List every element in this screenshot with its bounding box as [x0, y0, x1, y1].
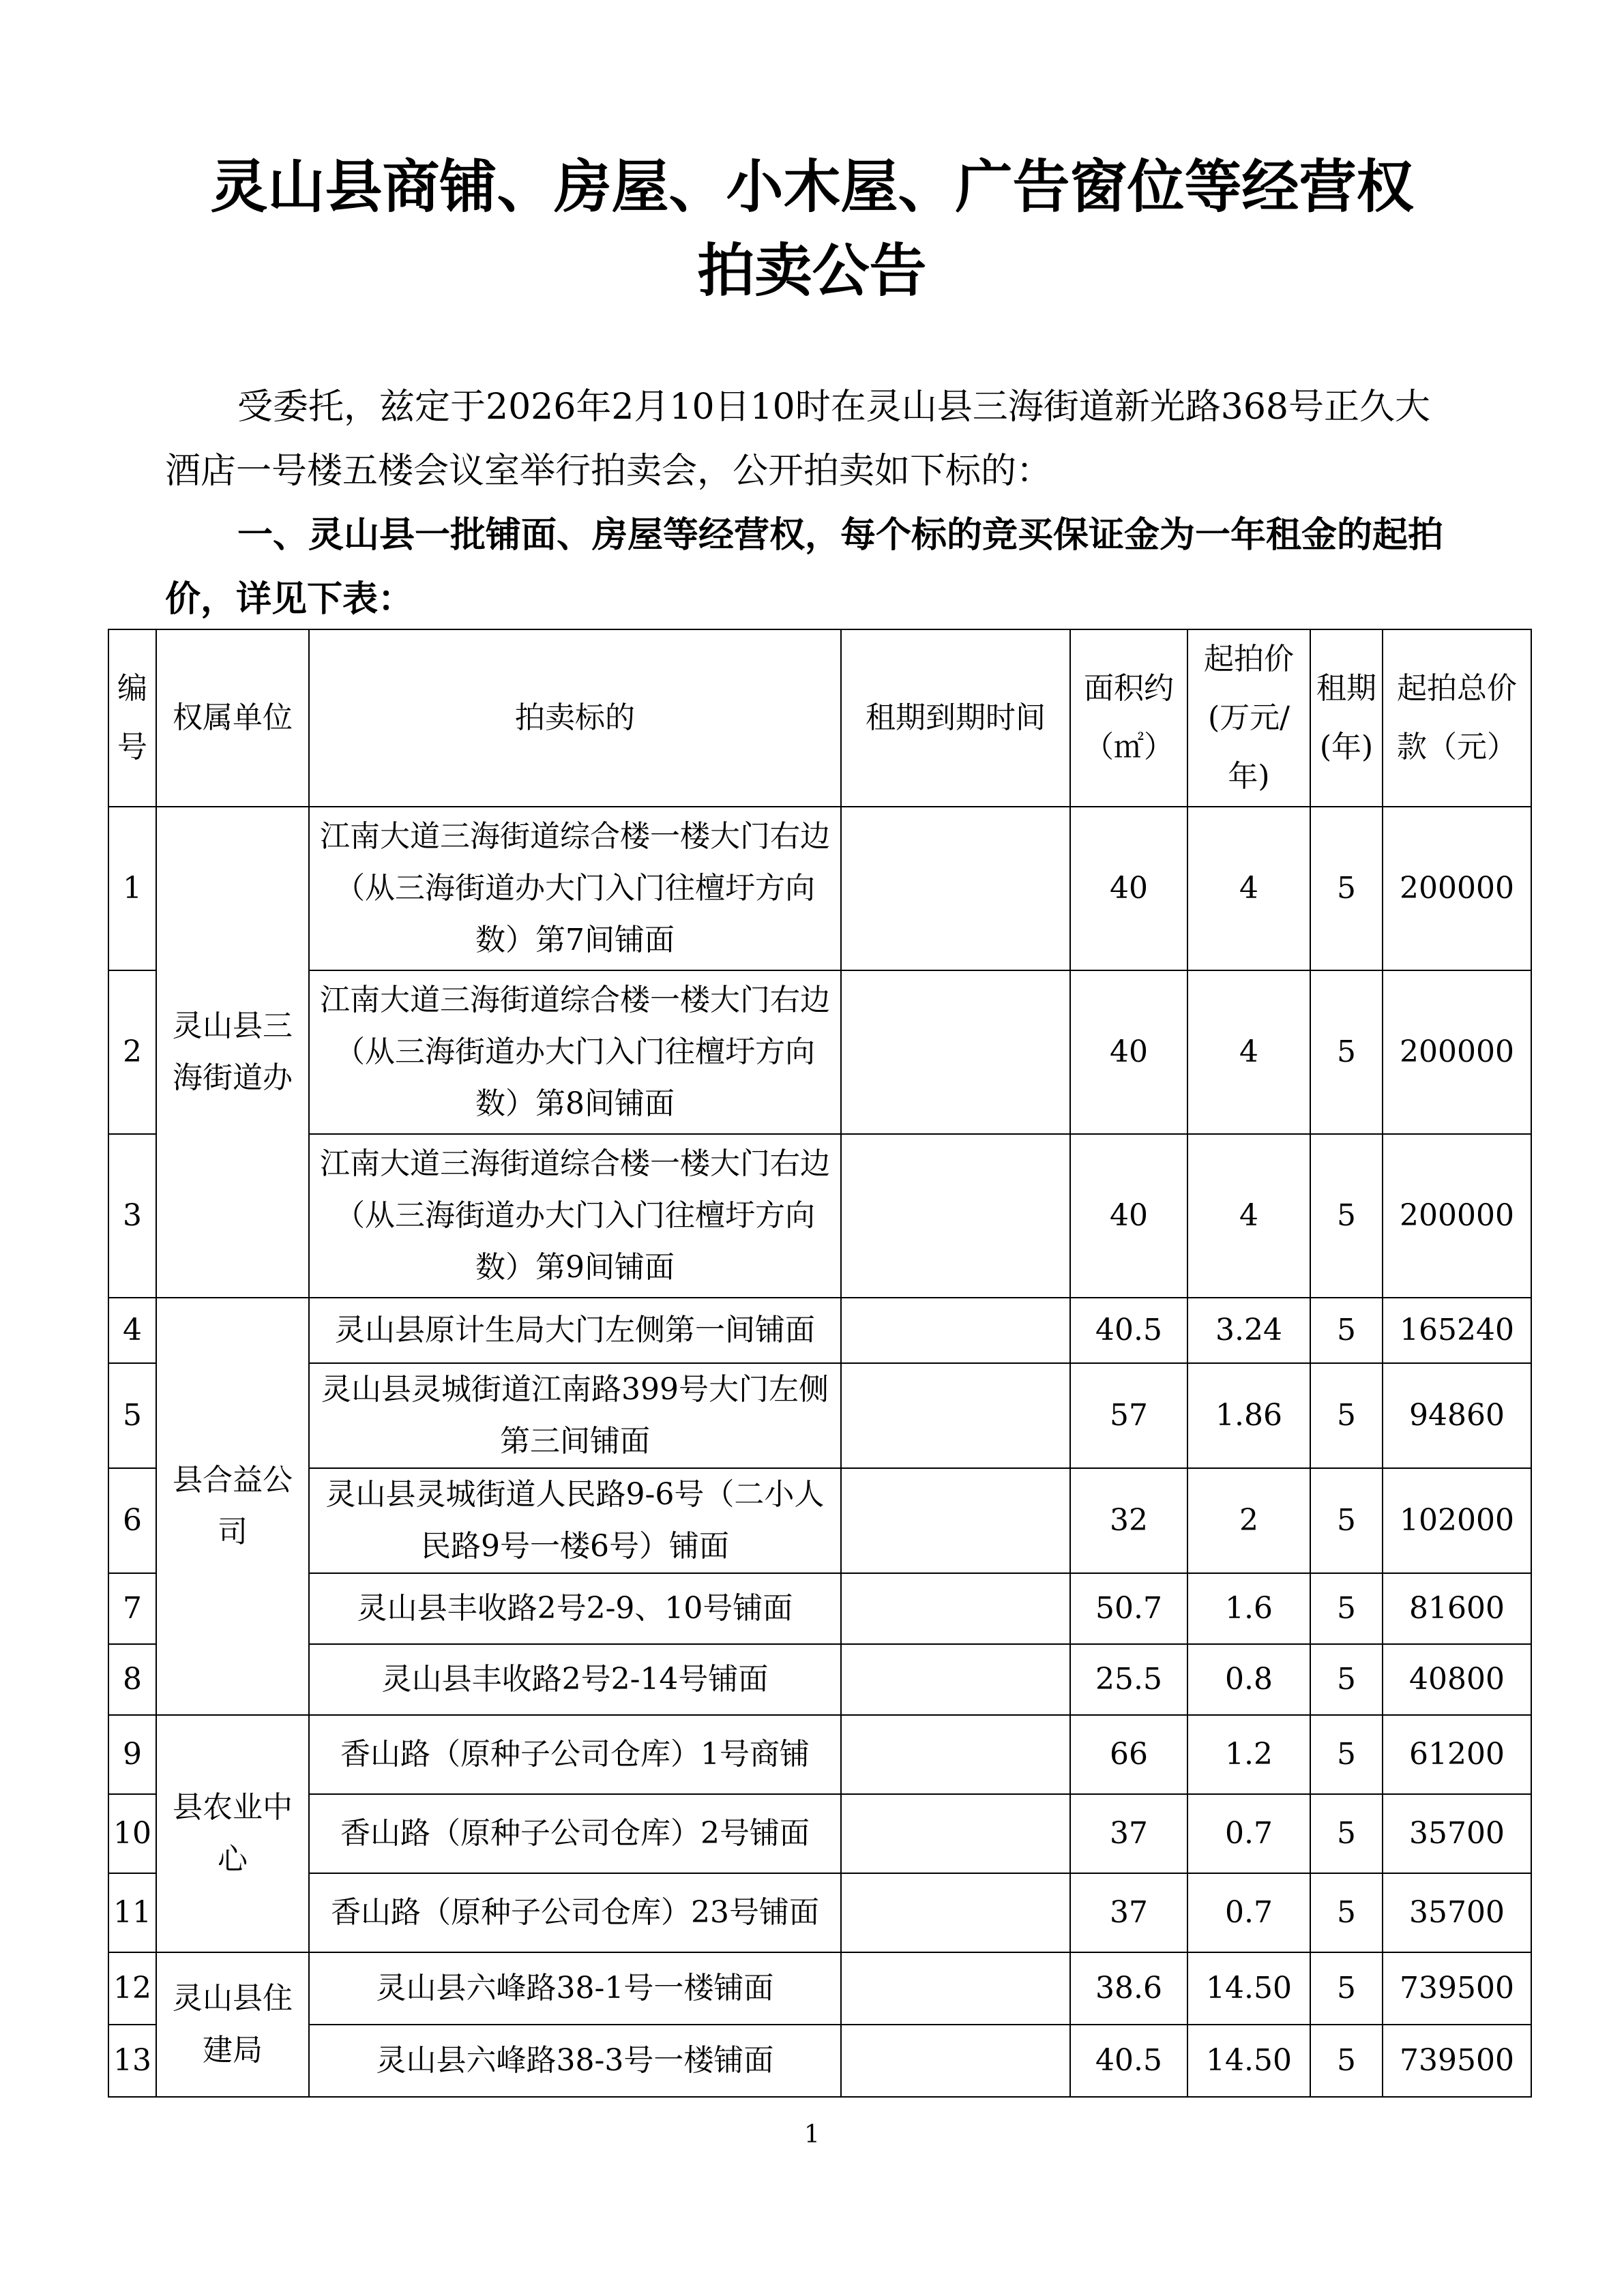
cell-target: 江南大道三海街道综合楼一楼大门右边（从三海街道办大门入门往檀圩方向数）第9间铺面 [309, 1134, 841, 1298]
header-price: 起拍价(万元/年) [1187, 629, 1310, 807]
cell-due [841, 1644, 1070, 1715]
cell-target: 香山路（原种子公司仓库）23号铺面 [309, 1873, 841, 1952]
table-row [108, 1644, 1531, 1715]
cell-target: 灵山县原计生局大门左侧第一间铺面 [309, 1298, 841, 1363]
cell-price: 4 [1187, 970, 1310, 1134]
table-row [108, 1794, 1531, 1873]
cell-area: 37 [1070, 1873, 1187, 1952]
header-total: 起拍总价款（元） [1383, 629, 1531, 807]
cell-area: 38.6 [1070, 1952, 1187, 2025]
page-number: 1 [804, 2121, 820, 2149]
cell-years: 5 [1310, 1363, 1383, 1468]
cell-due [841, 1363, 1070, 1468]
cell-years: 5 [1310, 1715, 1383, 1794]
cell-area: 50.7 [1070, 1573, 1187, 1644]
cell-owner: 县合益公司 [156, 1298, 309, 1715]
cell-owner: 县农业中心 [156, 1715, 309, 1952]
cell-total: 35700 [1383, 1794, 1531, 1873]
header-no: 编号 [108, 629, 156, 807]
cell-price: 1.86 [1187, 1363, 1310, 1468]
cell-total: 61200 [1383, 1715, 1531, 1794]
cell-price: 2 [1187, 1468, 1310, 1573]
cell-no: 3 [108, 1134, 156, 1298]
cell-years: 5 [1310, 1134, 1383, 1298]
intro-paragraph: 受委托，兹定于2026年2月10日10时在灵山县三海街道新光路368号正久大酒店一号楼五楼会议室举行拍卖会，公开拍卖如下标的： [165, 387, 1431, 492]
cell-years: 5 [1310, 1298, 1383, 1363]
cell-price: 14.50 [1187, 1952, 1310, 2025]
header-owner: 权属单位 [156, 629, 309, 807]
cell-no: 2 [108, 970, 156, 1134]
cell-target: 江南大道三海街道综合楼一楼大门右边（从三海街道办大门入门往檀圩方向数）第7间铺面 [309, 807, 841, 970]
cell-no: 8 [108, 1644, 156, 1715]
page-title-line2: 拍卖公告 [697, 237, 927, 304]
table-row [108, 1363, 1531, 1468]
cell-area: 40 [1070, 1134, 1187, 1298]
table-row [108, 2025, 1531, 2097]
table-row [108, 1298, 1531, 1363]
header-years: 租期(年) [1310, 629, 1383, 807]
cell-due [841, 2025, 1070, 2097]
cell-no: 10 [108, 1794, 156, 1873]
cell-price: 3.24 [1187, 1298, 1310, 1363]
cell-price: 4 [1187, 1134, 1310, 1298]
cell-total: 165240 [1383, 1298, 1531, 1363]
cell-total: 40800 [1383, 1644, 1531, 1715]
table-row [108, 807, 1531, 970]
cell-due [841, 1573, 1070, 1644]
section-heading: 一、灵山县一批铺面、房屋等经营权，每个标的竞买保证金为一年租金的起拍价，详见下表： [165, 515, 1444, 620]
cell-years: 5 [1310, 1644, 1383, 1715]
cell-target: 灵山县六峰路38-1号一楼铺面 [309, 1952, 841, 2025]
cell-area: 37 [1070, 1794, 1187, 1873]
table-row [108, 1573, 1531, 1644]
table-row [108, 1715, 1531, 1794]
cell-area: 40.5 [1070, 1298, 1187, 1363]
cell-total: 200000 [1383, 807, 1531, 970]
cell-area: 40 [1070, 970, 1187, 1134]
cell-years: 5 [1310, 1573, 1383, 1644]
table-row [108, 1134, 1531, 1298]
cell-due [841, 970, 1070, 1134]
cell-no: 12 [108, 1952, 156, 2025]
table-row [108, 1468, 1531, 1573]
cell-years: 5 [1310, 2025, 1383, 2097]
cell-no: 1 [108, 807, 156, 970]
table-row [108, 970, 1531, 1134]
cell-due [841, 1134, 1070, 1298]
cell-area: 57 [1070, 1363, 1187, 1468]
cell-owner: 灵山县住建局 [156, 1952, 309, 2097]
cell-price: 0.7 [1187, 1794, 1310, 1873]
cell-due [841, 1794, 1070, 1873]
cell-price: 1.6 [1187, 1573, 1310, 1644]
header-target: 拍卖标的 [309, 629, 841, 807]
cell-target: 灵山县丰收路2号2-9、10号铺面 [309, 1573, 841, 1644]
cell-price: 0.8 [1187, 1644, 1310, 1715]
cell-area: 32 [1070, 1468, 1187, 1573]
cell-due [841, 807, 1070, 970]
cell-due [841, 1298, 1070, 1363]
cell-target: 江南大道三海街道综合楼一楼大门右边（从三海街道办大门入门往檀圩方向数）第8间铺面 [309, 970, 841, 1134]
table-row [108, 1873, 1531, 1952]
header-area: 面积约（㎡） [1070, 629, 1187, 807]
cell-target: 灵山县灵城街道人民路9-6号（二小人民路9号一楼6号）铺面 [309, 1468, 841, 1573]
cell-target: 香山路（原种子公司仓库）2号铺面 [309, 1794, 841, 1873]
cell-target: 灵山县丰收路2号2-14号铺面 [309, 1644, 841, 1715]
cell-area: 66 [1070, 1715, 1187, 1794]
cell-no: 4 [108, 1298, 156, 1363]
cell-price: 14.50 [1187, 2025, 1310, 2097]
cell-due [841, 1715, 1070, 1794]
table-header-row [108, 629, 1531, 807]
cell-due [841, 1468, 1070, 1573]
cell-total: 35700 [1383, 1873, 1531, 1952]
cell-price: 0.7 [1187, 1873, 1310, 1952]
cell-area: 40 [1070, 807, 1187, 970]
cell-total: 739500 [1383, 2025, 1531, 2097]
cell-no: 9 [108, 1715, 156, 1794]
table-row [108, 1952, 1531, 2025]
auction-table [108, 629, 1532, 2098]
cell-years: 5 [1310, 807, 1383, 970]
cell-years: 5 [1310, 1952, 1383, 2025]
cell-owner: 灵山县三海街道办 [156, 807, 309, 1298]
cell-no: 7 [108, 1573, 156, 1644]
cell-total: 739500 [1383, 1952, 1531, 2025]
cell-no: 13 [108, 2025, 156, 2097]
cell-total: 94860 [1383, 1363, 1531, 1468]
cell-no: 6 [108, 1468, 156, 1573]
cell-total: 102000 [1383, 1468, 1531, 1573]
cell-due [841, 1952, 1070, 2025]
cell-target: 灵山县灵城街道江南路399号大门左侧第三间铺面 [309, 1363, 841, 1468]
cell-years: 5 [1310, 970, 1383, 1134]
cell-target: 灵山县六峰路38-3号一楼铺面 [309, 2025, 841, 2097]
cell-price: 4 [1187, 807, 1310, 970]
cell-target: 香山路（原种子公司仓库）1号商铺 [309, 1715, 841, 1794]
page-title-line1: 灵山县商铺、房屋、小木屋、广告窗位等经营权 [210, 153, 1414, 220]
cell-area: 40.5 [1070, 2025, 1187, 2097]
cell-no: 5 [108, 1363, 156, 1468]
cell-years: 5 [1310, 1794, 1383, 1873]
cell-due [841, 1873, 1070, 1952]
header-due: 租期到期时间 [841, 629, 1070, 807]
cell-total: 200000 [1383, 970, 1531, 1134]
cell-years: 5 [1310, 1873, 1383, 1952]
cell-no: 11 [108, 1873, 156, 1952]
cell-price: 1.2 [1187, 1715, 1310, 1794]
cell-area: 25.5 [1070, 1644, 1187, 1715]
cell-years: 5 [1310, 1468, 1383, 1573]
cell-total: 200000 [1383, 1134, 1531, 1298]
cell-total: 81600 [1383, 1573, 1531, 1644]
